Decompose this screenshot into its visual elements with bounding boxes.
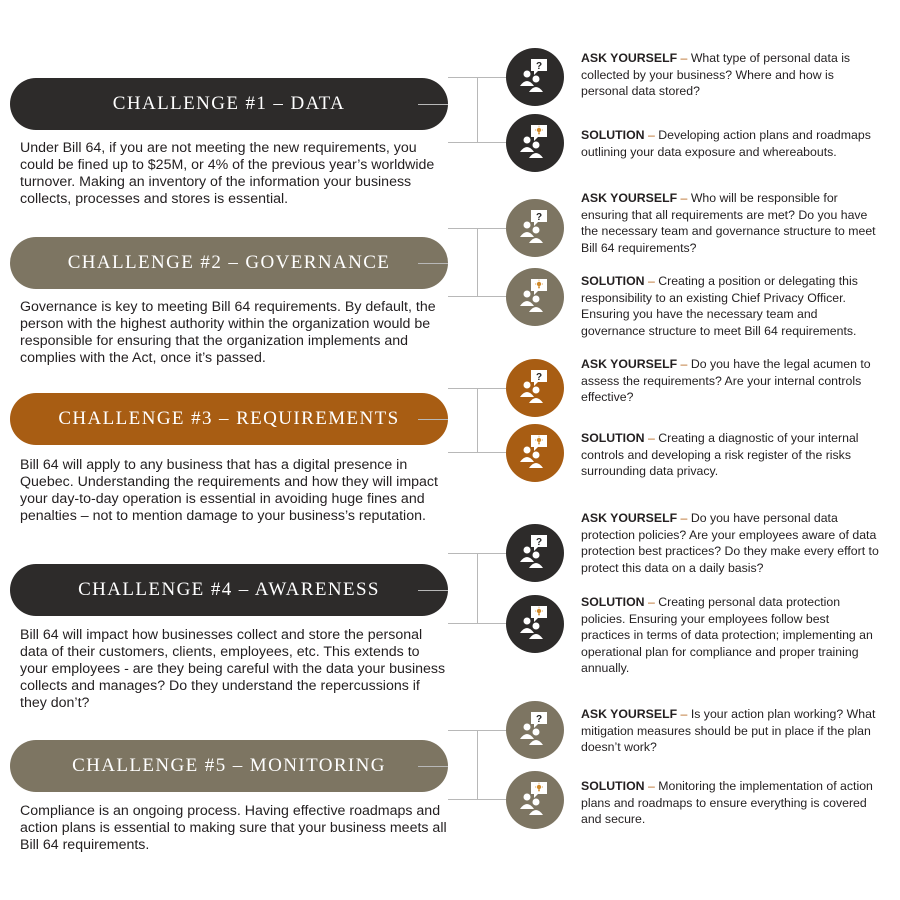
challenge-5-title: CHALLENGE #5 – MONITORING — [10, 740, 448, 792]
challenge-4-title: CHALLENGE #4 – AWARENESS — [10, 564, 448, 616]
ask-yourself-label: ASK YOURSELF — [581, 357, 678, 371]
challenge-3-connector — [448, 388, 478, 453]
solution-text: Developing action plans and roadmaps outlining your data exposure and whereabouts. — [581, 128, 871, 159]
question-person-icon — [506, 524, 564, 582]
challenge-3-ask-yourself — [581, 356, 881, 406]
challenge-2-solution — [581, 273, 881, 339]
solution-text: Monitoring the implementation of action plans and roadmaps to ensure everything is covered and secure. — [581, 779, 873, 826]
solution-label: SOLUTION — [581, 128, 645, 142]
lightbulb-person-icon — [506, 595, 564, 653]
question-person-icon — [506, 701, 564, 759]
svg-text:?: ? — [535, 372, 543, 383]
question-person-icon — [506, 199, 564, 257]
challenge-5-description: Compliance is an ongoing process. Having effective roadmaps and action plans is essential to making sure that your business meets all Bill 64 requirements. — [20, 803, 447, 853]
dash-separator: – — [647, 595, 655, 609]
dash-separator: – — [647, 274, 655, 288]
svg-text:?: ? — [535, 212, 543, 223]
ask-yourself-text: Do you have personal data protection policies? Are your employees aware of data protection best practices? Do they make every effort to protect this data on a daily basis? — [581, 511, 879, 575]
challenge-2-ask-yourself — [581, 190, 881, 256]
solution-label: SOLUTION — [581, 431, 645, 445]
dash-separator: – — [680, 511, 688, 525]
challenge-1-description: Under Bill 64, if you are not meeting the new requirements, you could be fined up to $25M, or 4% of the previous year’s worldwide turnover. Making an inventory of the information your business collects, processes and stores is essential. — [20, 140, 435, 207]
challenge-3-title: CHALLENGE #3 – REQUIREMENTS — [10, 393, 448, 445]
svg-text:?: ? — [535, 537, 543, 548]
ask-yourself-label: ASK YOURSELF — [581, 191, 678, 205]
challenge-1-title: CHALLENGE #1 – DATA — [10, 78, 448, 130]
lightbulb-person-icon — [506, 771, 564, 829]
challenge-5-ask-yourself — [581, 706, 881, 756]
dash-separator: – — [680, 51, 688, 65]
lightbulb-person-icon — [506, 424, 564, 482]
dash-separator: – — [680, 707, 688, 721]
ask-yourself-label: ASK YOURSELF — [581, 707, 678, 721]
question-person-icon — [506, 359, 564, 417]
challenge-5-solution — [581, 778, 881, 828]
ask-yourself-label: ASK YOURSELF — [581, 511, 678, 525]
lightbulb-person-icon — [506, 268, 564, 326]
challenge-5-connector — [448, 730, 478, 800]
challenge-4-description: Bill 64 will impact how businesses collect and store the personal data of their customers, clients, employees, etc. This extends to your employees - are they being careful with the data your business collects and manages? Do they understand the repercussions if they don’t? — [20, 627, 446, 711]
ask-yourself-text: Do you have the legal acumen to assess the requirements? Are your internal controls effective? — [581, 357, 871, 404]
solution-label: SOLUTION — [581, 595, 645, 609]
dash-separator: – — [647, 128, 655, 142]
solution-label: SOLUTION — [581, 274, 645, 288]
challenge-3-description: Bill 64 will apply to any business that has a digital presence in Quebec. Understanding the requirements and how they will impact your day-to-day operation is essential in avoiding huge fines and penalties – not to mention damage to your business’s reputation. — [20, 457, 438, 524]
challenge-1-ask-yourself — [581, 50, 881, 100]
dash-separator: – — [680, 357, 688, 371]
solution-label: SOLUTION — [581, 779, 645, 793]
svg-text:?: ? — [535, 61, 543, 72]
ask-yourself-label: ASK YOURSELF — [581, 51, 678, 65]
challenge-4-solution — [581, 594, 881, 677]
challenge-1-connector — [448, 77, 478, 143]
challenge-2-connector — [448, 228, 478, 297]
dash-separator: – — [680, 191, 688, 205]
dash-separator: – — [647, 431, 655, 445]
solution-text: Creating a diagnostic of your internal controls and developing a risk register of the risks surrounding data privacy. — [581, 431, 859, 478]
ask-yourself-text: What type of personal data is collected by your business? Where and how is personal data stored? — [581, 51, 851, 98]
dash-separator: – — [647, 779, 655, 793]
ask-yourself-text: Is your action plan working? What mitigation measures should be put in place if the plan doesn’t work? — [581, 707, 876, 754]
challenge-1-solution — [581, 127, 881, 160]
ask-yourself-text: Who will be responsible for ensuring that all requirements are met? Do you have the necessary team and governance structure to meet Bill 64 requirements? — [581, 191, 876, 255]
challenge-3-solution — [581, 430, 881, 480]
challenge-4-connector — [448, 553, 478, 624]
lightbulb-person-icon — [506, 114, 564, 172]
challenge-2-description: Governance is key to meeting Bill 64 requirements. By default, the person with the highest authority within the organization would be responsible for ensuring that the organization implements and complies with the Act, once it’s passed. — [20, 299, 436, 366]
solution-text: Creating a position or delegating this responsibility to an existing Chief Privacy Officer. Ensuring you have the necessary team and governance structure to meet Bill 64 requirements. — [581, 274, 858, 338]
challenge-2-title: CHALLENGE #2 – GOVERNANCE — [10, 237, 448, 289]
solution-text: Creating personal data protection policies. Ensuring your employees follow best practices in terms of data protection; implementing an operational plan for compliance and proper training annually. — [581, 595, 873, 675]
challenge-4-ask-yourself — [581, 510, 881, 576]
question-person-icon — [506, 48, 564, 106]
svg-text:?: ? — [535, 714, 543, 725]
